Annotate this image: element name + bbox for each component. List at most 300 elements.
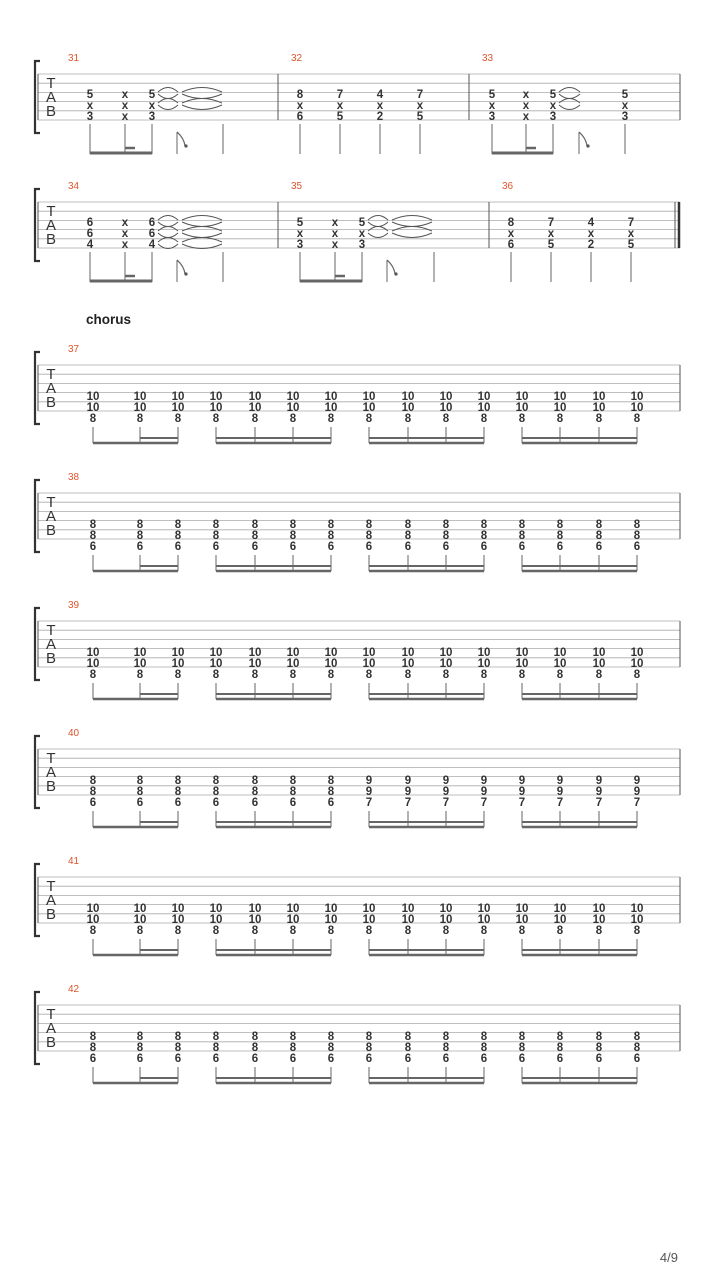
- fret-number: 8: [136, 519, 144, 531]
- fret-number: 8: [595, 925, 603, 937]
- fret-number: 10: [553, 402, 567, 414]
- fret-number: 8: [136, 1042, 144, 1054]
- fret-number: 10: [286, 903, 300, 915]
- fret-number: 6: [404, 541, 412, 553]
- fret-number: 8: [251, 1042, 259, 1054]
- fret-number: 8: [480, 1042, 488, 1054]
- fret-number: x: [296, 228, 304, 240]
- tie-arc: [182, 94, 222, 99]
- fret-number: 7: [416, 89, 424, 101]
- fret-number: x: [522, 89, 530, 101]
- fret-number: 8: [518, 519, 526, 531]
- tie-arc: [559, 99, 580, 104]
- fret-number: 10: [630, 903, 644, 915]
- fret-number: 10: [553, 391, 567, 403]
- fret-number: 8: [442, 1031, 450, 1043]
- fret-number: 5: [296, 217, 304, 229]
- fret-number: 8: [365, 413, 373, 425]
- fret-number: x: [376, 100, 384, 112]
- tab-clef-letter: T: [46, 878, 56, 895]
- fret-number: 10: [401, 903, 415, 915]
- fret-number: 10: [477, 903, 491, 915]
- measure-number: 33: [482, 53, 494, 64]
- tab-clef-letter: A: [45, 764, 57, 781]
- fret-number: 6: [480, 541, 488, 553]
- fret-number: 10: [171, 391, 185, 403]
- fret-number: 8: [633, 530, 641, 542]
- fret-number: x: [121, 217, 129, 229]
- fret-number: 8: [518, 1031, 526, 1043]
- fret-number: 8: [251, 925, 259, 937]
- fret-number: 3: [621, 111, 629, 123]
- fret-number: 10: [439, 647, 453, 659]
- fret-number: 8: [442, 925, 450, 937]
- fret-number: 8: [480, 925, 488, 937]
- fret-number: 7: [365, 797, 373, 809]
- fret-number: 8: [89, 1031, 97, 1043]
- fret-number: 8: [595, 1031, 603, 1043]
- tab-clef-letter: T: [46, 1006, 56, 1023]
- fret-number: 5: [86, 89, 94, 101]
- fret-number: 8: [296, 89, 304, 101]
- fret-number: 6: [556, 1053, 564, 1065]
- fret-number: 10: [286, 402, 300, 414]
- measure-number: 37: [68, 344, 80, 355]
- tie-arc: [392, 216, 432, 221]
- fret-number: 10: [286, 647, 300, 659]
- fret-number: 10: [86, 903, 100, 915]
- fret-number: 6: [212, 1053, 220, 1065]
- tie-arc: [559, 94, 580, 99]
- fret-number: 3: [148, 111, 156, 123]
- fret-number: 10: [209, 391, 223, 403]
- fret-number: 9: [556, 786, 564, 798]
- fret-number: 8: [212, 775, 220, 787]
- fret-number: 8: [251, 775, 259, 787]
- fret-number: 8: [174, 1042, 182, 1054]
- tie-arc: [158, 88, 178, 93]
- fret-number: 8: [480, 1031, 488, 1043]
- fret-number: 4: [148, 239, 156, 251]
- fret-number: 10: [630, 914, 644, 926]
- fret-number: x: [621, 100, 629, 112]
- fret-number: 9: [480, 786, 488, 798]
- fret-number: x: [547, 228, 555, 240]
- fret-number: 10: [439, 391, 453, 403]
- fret-number: 6: [212, 541, 220, 553]
- fret-number: 10: [171, 903, 185, 915]
- fret-number: 7: [595, 797, 603, 809]
- fret-number: 8: [556, 1031, 564, 1043]
- tab-clef-letter: T: [46, 203, 56, 220]
- fret-number: 2: [587, 239, 595, 251]
- fret-number: 8: [251, 669, 259, 681]
- fret-number: 6: [86, 228, 94, 240]
- fret-number: 8: [174, 669, 182, 681]
- measure-number: 32: [291, 53, 303, 64]
- fret-number: 6: [89, 1053, 97, 1065]
- fret-number: 8: [327, 1042, 335, 1054]
- fret-number: 8: [556, 413, 564, 425]
- fret-number: 10: [553, 647, 567, 659]
- fret-number: 10: [248, 658, 262, 670]
- fret-number: 6: [480, 1053, 488, 1065]
- fret-number: 3: [488, 111, 496, 123]
- fret-number: 8: [327, 530, 335, 542]
- fret-number: 4: [86, 239, 94, 251]
- fret-number: 8: [442, 1042, 450, 1054]
- fret-number: 6: [442, 541, 450, 553]
- fret-number: 10: [515, 914, 529, 926]
- fret-number: 8: [327, 519, 335, 531]
- fret-number: 7: [518, 797, 526, 809]
- fret-number: 10: [324, 402, 338, 414]
- fret-number: 10: [362, 903, 376, 915]
- fret-number: 6: [148, 217, 156, 229]
- fret-number: 10: [324, 647, 338, 659]
- fret-number: 7: [547, 217, 555, 229]
- fret-number: 10: [592, 647, 606, 659]
- fret-number: 8: [595, 519, 603, 531]
- fret-number: 8: [518, 669, 526, 681]
- fret-number: 8: [480, 519, 488, 531]
- fret-number: 8: [442, 413, 450, 425]
- fret-number: 5: [547, 239, 555, 251]
- fret-number: 8: [365, 669, 373, 681]
- fret-number: 10: [86, 402, 100, 414]
- tie-arc: [158, 99, 178, 104]
- tab-clef-letter: A: [45, 636, 57, 653]
- fret-number: 8: [89, 786, 97, 798]
- fret-number: 6: [518, 541, 526, 553]
- fret-number: 7: [442, 797, 450, 809]
- fret-number: 10: [401, 402, 415, 414]
- fret-number: 10: [553, 903, 567, 915]
- fret-number: 9: [365, 775, 373, 787]
- tab-clef-letter: A: [45, 89, 57, 106]
- fret-number: 8: [289, 925, 297, 937]
- fret-number: 6: [633, 1053, 641, 1065]
- fret-number: 8: [480, 669, 488, 681]
- fret-number: 10: [209, 658, 223, 670]
- fret-number: 6: [174, 797, 182, 809]
- fret-number: 10: [477, 658, 491, 670]
- tab-clef-letter: T: [46, 494, 56, 511]
- tie-arc: [392, 222, 432, 227]
- tab-clef-letter: B: [45, 522, 57, 539]
- fret-number: 8: [136, 669, 144, 681]
- fret-number: 6: [86, 217, 94, 229]
- fret-number: 10: [553, 658, 567, 670]
- fret-number: 8: [633, 413, 641, 425]
- tab-clef-letter: B: [45, 394, 57, 411]
- fret-number: 8: [174, 1031, 182, 1043]
- tab-clef-letter: A: [45, 508, 57, 525]
- fret-number: x: [549, 100, 557, 112]
- fret-number: 6: [251, 797, 259, 809]
- fret-number: 8: [289, 775, 297, 787]
- fret-number: 10: [133, 402, 147, 414]
- fret-number: 10: [133, 647, 147, 659]
- fret-number: 7: [336, 89, 344, 101]
- fret-number: 10: [630, 647, 644, 659]
- fret-number: 6: [148, 228, 156, 240]
- fret-number: 10: [209, 914, 223, 926]
- fret-number: 10: [286, 658, 300, 670]
- fret-number: 8: [289, 519, 297, 531]
- fret-number: 5: [148, 89, 156, 101]
- tie-arc: [158, 238, 178, 243]
- fret-number: 8: [507, 217, 515, 229]
- fret-number: 10: [133, 658, 147, 670]
- fret-number: 6: [174, 1053, 182, 1065]
- fret-number: 8: [212, 1031, 220, 1043]
- fret-number: 8: [633, 1042, 641, 1054]
- fret-number: 10: [171, 402, 185, 414]
- fret-number: 9: [633, 786, 641, 798]
- page-number: 4/9: [659, 1250, 678, 1265]
- fret-number: 9: [556, 775, 564, 787]
- measure-number: 36: [502, 181, 514, 192]
- fret-number: 6: [212, 797, 220, 809]
- fret-number: 6: [251, 541, 259, 553]
- note-flag: [177, 260, 185, 274]
- measure-number: 34: [68, 181, 80, 192]
- fret-number: x: [627, 228, 635, 240]
- tie-arc: [158, 216, 178, 221]
- dot: [394, 272, 397, 275]
- tab-clef-letter: T: [46, 622, 56, 639]
- fret-number: 10: [86, 914, 100, 926]
- fret-number: 7: [480, 797, 488, 809]
- fret-number: 10: [362, 391, 376, 403]
- fret-number: 5: [336, 111, 344, 123]
- tab-clef-letter: B: [45, 906, 57, 923]
- fret-number: 8: [251, 530, 259, 542]
- fret-number: 8: [404, 925, 412, 937]
- fret-number: 8: [136, 1031, 144, 1043]
- fret-number: 8: [518, 413, 526, 425]
- fret-number: 10: [248, 914, 262, 926]
- fret-number: x: [331, 217, 339, 229]
- tie-arc: [182, 222, 222, 227]
- tie-arc: [368, 216, 388, 221]
- dot: [586, 144, 589, 147]
- fret-number: 10: [439, 903, 453, 915]
- tab-clef-letter: A: [45, 217, 57, 234]
- fret-number: 3: [296, 239, 304, 251]
- tab-clef-letter: T: [46, 75, 56, 92]
- fret-number: 6: [327, 797, 335, 809]
- measure-number: 38: [68, 472, 80, 483]
- fret-number: 10: [133, 914, 147, 926]
- fret-number: 6: [89, 797, 97, 809]
- fret-number: 10: [401, 391, 415, 403]
- note-flag: [579, 132, 587, 146]
- note-flag: [177, 132, 185, 146]
- tie-arc: [392, 233, 432, 238]
- tab-clef-letter: B: [45, 1034, 57, 1051]
- fret-number: 8: [89, 413, 97, 425]
- fret-number: 8: [595, 669, 603, 681]
- fret-number: 6: [556, 541, 564, 553]
- fret-number: 9: [442, 775, 450, 787]
- fret-number: 9: [518, 775, 526, 787]
- tie-arc: [182, 238, 222, 243]
- measure-number: 31: [68, 53, 80, 64]
- fret-number: 3: [86, 111, 94, 123]
- fret-number: 8: [89, 1042, 97, 1054]
- fret-number: 10: [209, 647, 223, 659]
- fret-number: 10: [477, 402, 491, 414]
- fret-number: 10: [86, 647, 100, 659]
- fret-number: 10: [401, 658, 415, 670]
- section-label: chorus: [86, 312, 132, 327]
- fret-number: 8: [327, 786, 335, 798]
- fret-number: 10: [592, 391, 606, 403]
- fret-number: 8: [136, 775, 144, 787]
- fret-number: x: [331, 228, 339, 240]
- fret-number: 8: [556, 669, 564, 681]
- tab-clef-letter: B: [45, 778, 57, 795]
- fret-number: 10: [515, 903, 529, 915]
- fret-number: 6: [289, 541, 297, 553]
- fret-number: 8: [89, 530, 97, 542]
- fret-number: x: [488, 100, 496, 112]
- tie-arc: [158, 227, 178, 232]
- fret-number: 8: [633, 1031, 641, 1043]
- fret-number: x: [296, 100, 304, 112]
- fret-number: 6: [89, 541, 97, 553]
- fret-number: 10: [592, 658, 606, 670]
- fret-number: 8: [174, 530, 182, 542]
- fret-number: 8: [251, 786, 259, 798]
- fret-number: 10: [171, 914, 185, 926]
- fret-number: 10: [248, 391, 262, 403]
- fret-number: 6: [136, 797, 144, 809]
- fret-number: 8: [174, 775, 182, 787]
- fret-number: 5: [627, 239, 635, 251]
- fret-number: 8: [212, 413, 220, 425]
- measure-number: 42: [68, 984, 80, 995]
- fret-number: 8: [633, 925, 641, 937]
- fret-number: 8: [174, 519, 182, 531]
- dot: [184, 272, 187, 275]
- fret-number: 8: [174, 413, 182, 425]
- fret-number: 10: [515, 647, 529, 659]
- fret-number: 8: [212, 669, 220, 681]
- fret-number: 8: [442, 519, 450, 531]
- fret-number: 8: [212, 1042, 220, 1054]
- fret-number: 8: [365, 1031, 373, 1043]
- fret-number: 8: [212, 786, 220, 798]
- fret-number: 6: [404, 1053, 412, 1065]
- fret-number: 9: [404, 775, 412, 787]
- fret-number: 8: [327, 925, 335, 937]
- fret-number: 8: [136, 925, 144, 937]
- fret-number: 8: [556, 925, 564, 937]
- fret-number: 10: [86, 391, 100, 403]
- fret-number: x: [148, 100, 156, 112]
- tie-arc: [182, 99, 222, 104]
- fret-number: 8: [174, 786, 182, 798]
- tie-arc: [182, 216, 222, 221]
- fret-number: 6: [595, 1053, 603, 1065]
- fret-number: 8: [251, 413, 259, 425]
- fret-number: 6: [289, 1053, 297, 1065]
- fret-number: x: [416, 100, 424, 112]
- fret-number: 3: [358, 239, 366, 251]
- fret-number: 5: [416, 111, 424, 123]
- fret-number: 10: [592, 914, 606, 926]
- fret-number: 8: [365, 1042, 373, 1054]
- tie-arc: [158, 94, 178, 99]
- fret-number: x: [336, 100, 344, 112]
- fret-number: 7: [404, 797, 412, 809]
- fret-number: 8: [556, 1042, 564, 1054]
- fret-number: 5: [549, 89, 557, 101]
- tie-arc: [182, 227, 222, 232]
- fret-number: 6: [174, 541, 182, 553]
- tie-arc: [182, 88, 222, 93]
- fret-number: 8: [212, 519, 220, 531]
- fret-number: 3: [549, 111, 557, 123]
- fret-number: 10: [630, 658, 644, 670]
- fret-number: 6: [633, 541, 641, 553]
- fret-number: 8: [136, 786, 144, 798]
- fret-number: 8: [89, 669, 97, 681]
- fret-number: 10: [324, 658, 338, 670]
- fret-number: 10: [248, 402, 262, 414]
- fret-number: x: [121, 239, 129, 251]
- fret-number: 8: [404, 519, 412, 531]
- fret-number: 8: [327, 775, 335, 787]
- fret-number: 6: [327, 1053, 335, 1065]
- fret-number: 6: [442, 1053, 450, 1065]
- fret-number: 4: [376, 89, 384, 101]
- fret-number: 8: [365, 925, 373, 937]
- fret-number: 8: [289, 413, 297, 425]
- fret-number: 8: [518, 530, 526, 542]
- fret-number: 8: [89, 519, 97, 531]
- fret-number: x: [121, 89, 129, 101]
- fret-number: 8: [442, 669, 450, 681]
- fret-number: 8: [365, 519, 373, 531]
- fret-number: 10: [286, 914, 300, 926]
- fret-number: 5: [621, 89, 629, 101]
- fret-number: 9: [442, 786, 450, 798]
- fret-number: 9: [404, 786, 412, 798]
- fret-number: 10: [362, 914, 376, 926]
- tie-arc: [368, 233, 388, 238]
- measure-number: 35: [291, 181, 303, 192]
- fret-number: 8: [480, 413, 488, 425]
- fret-number: 8: [289, 1042, 297, 1054]
- fret-number: 10: [553, 914, 567, 926]
- fret-number: 10: [477, 647, 491, 659]
- fret-number: 10: [171, 647, 185, 659]
- fret-number: 4: [587, 217, 595, 229]
- fret-number: 2: [376, 111, 384, 123]
- fret-number: 7: [627, 217, 635, 229]
- fret-number: 10: [477, 391, 491, 403]
- fret-number: x: [358, 228, 366, 240]
- fret-number: 10: [248, 903, 262, 915]
- fret-number: 8: [633, 519, 641, 531]
- tab-clef-letter: B: [45, 103, 57, 120]
- tie-arc: [368, 222, 388, 227]
- fret-number: 10: [209, 402, 223, 414]
